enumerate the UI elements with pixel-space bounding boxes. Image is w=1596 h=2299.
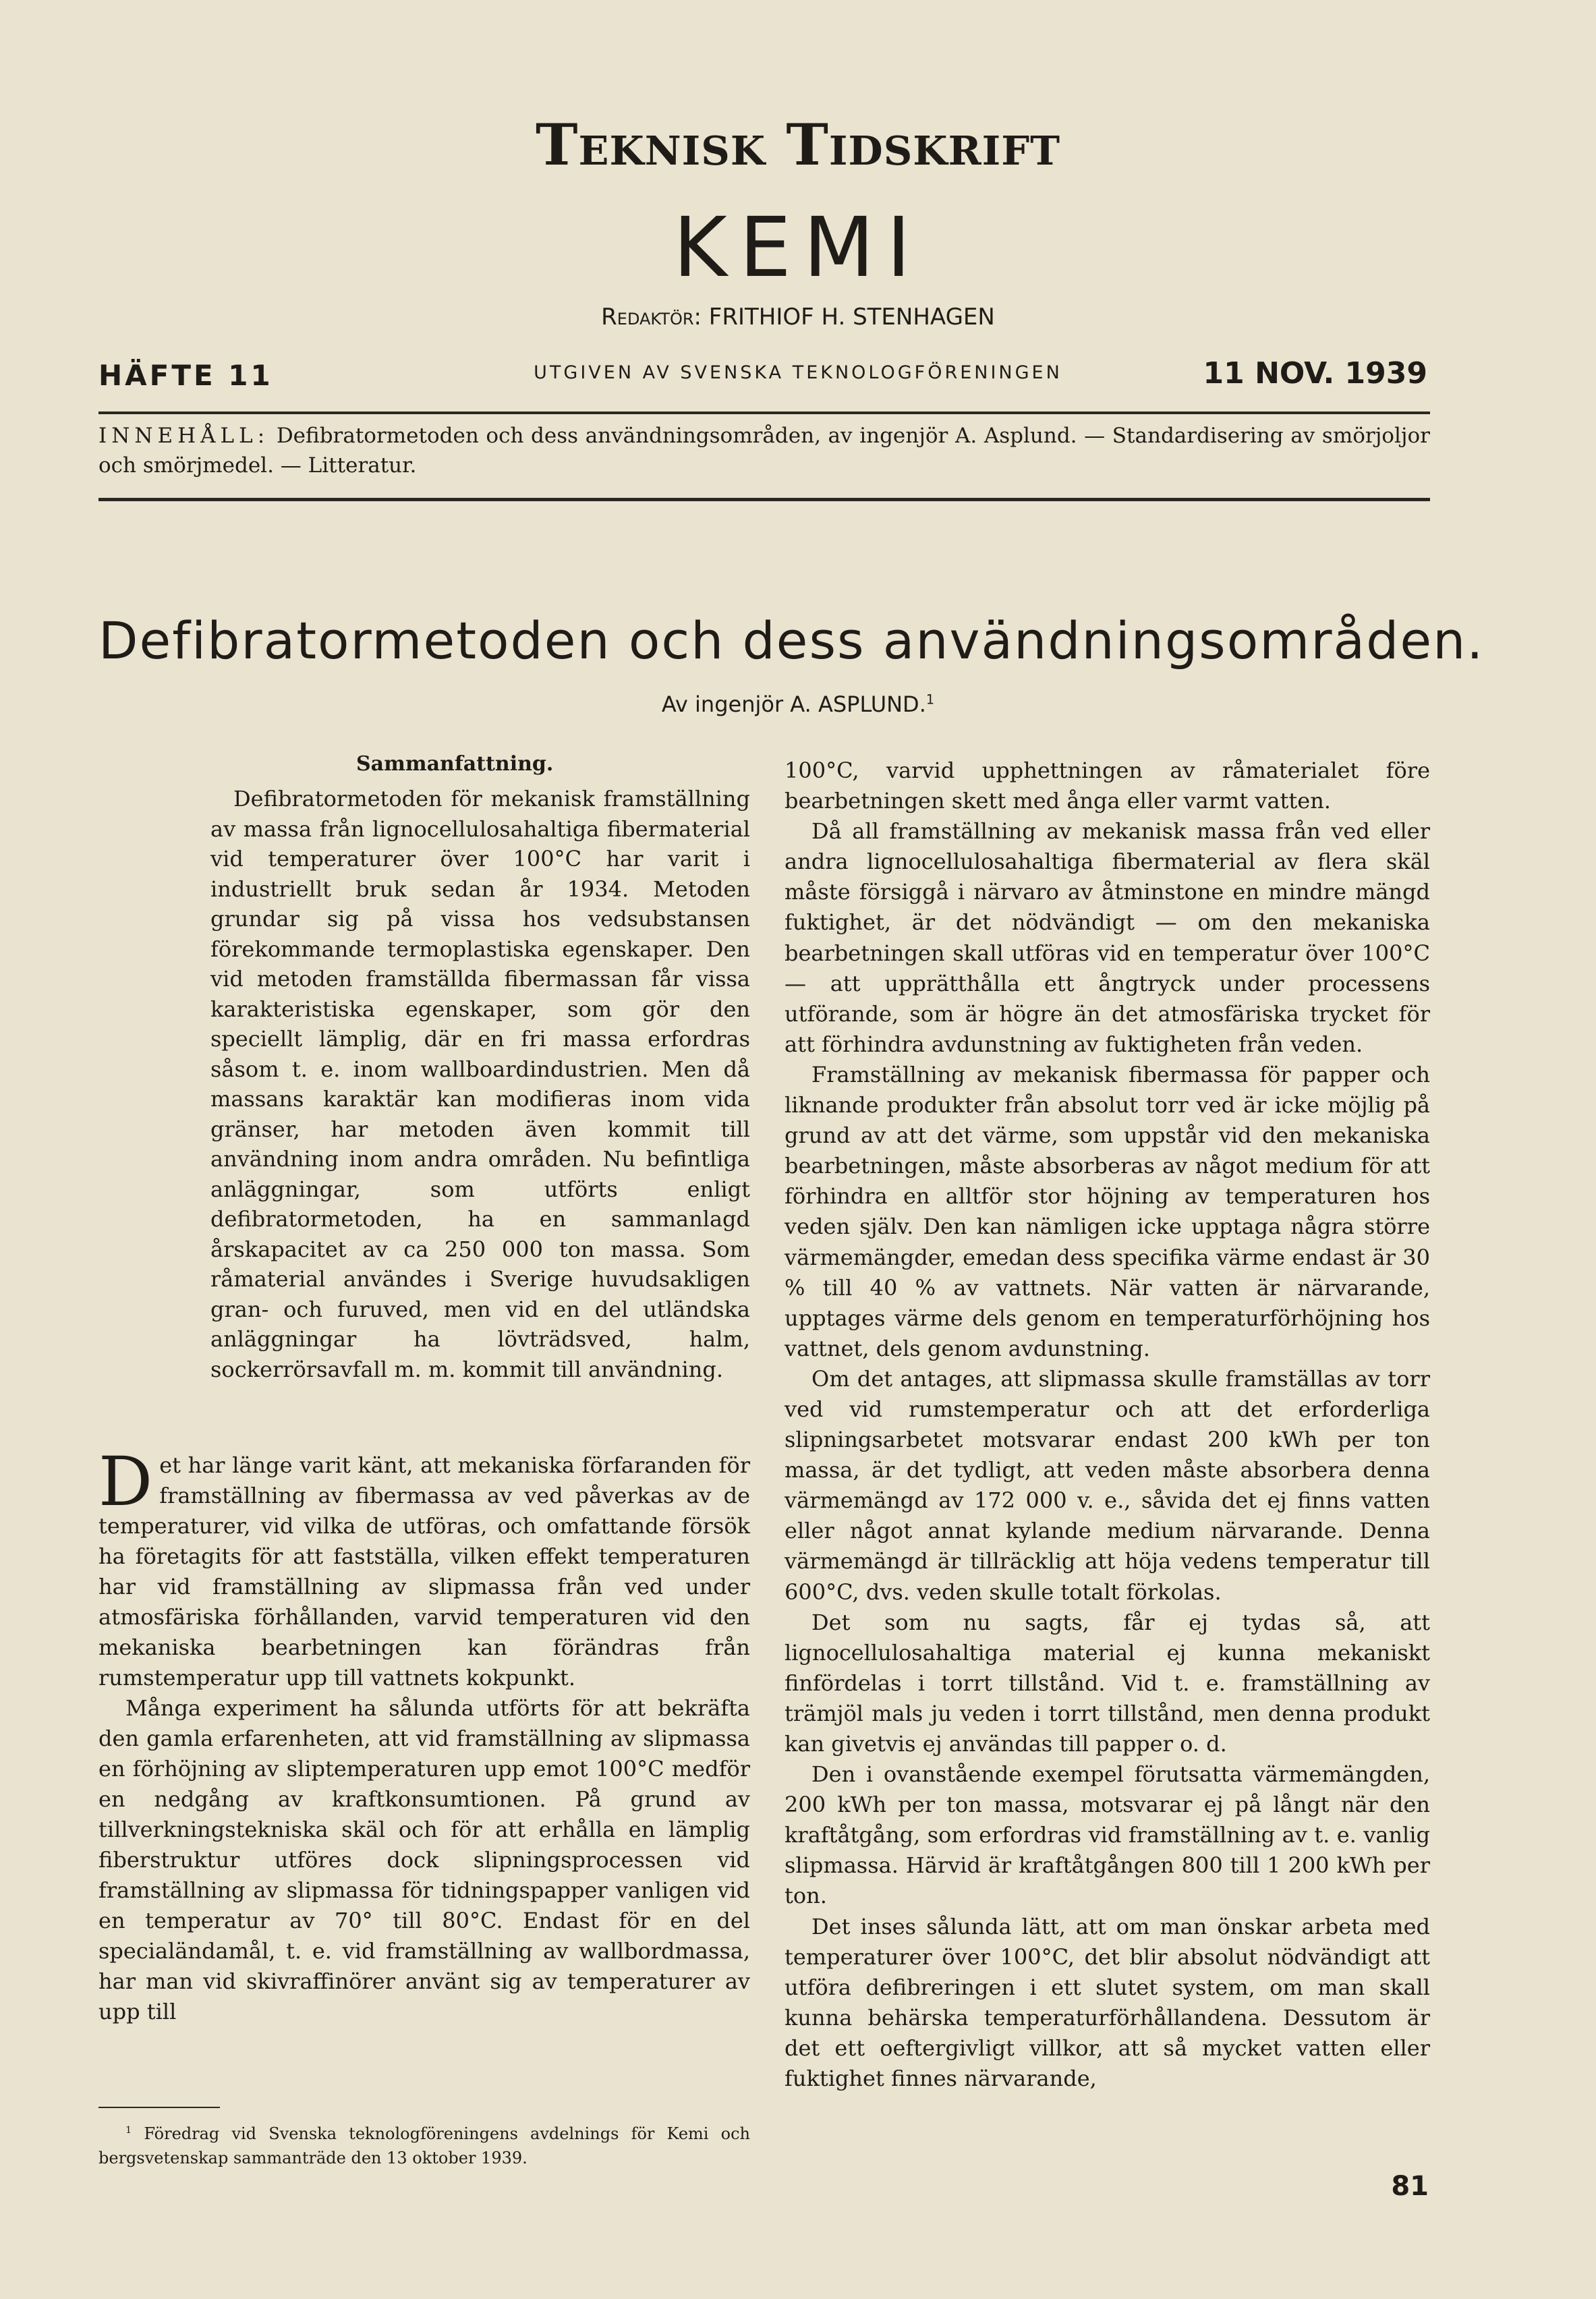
paragraph: 100°C, varvid upphettningen av råmaterialet före bearbetningen skett med ånga eller varmt vatten.	[785, 758, 1430, 814]
issue-number: HÄFTE 11	[98, 359, 273, 392]
article-title: Defibratormetoden och dess användningsområden.	[98, 611, 1485, 671]
paragraph: Den i ovanstående exempel förutsatta värmemängden, 200 kWh per ton massa, motsvarar ej på långt när den kraftåtgång, som erfordras vid framställning av t. e. vanlig slipmassa. Härvid är kraftåtgången 800 till 1 200 kWh per ton.	[785, 1761, 1430, 1909]
byline	[0, 691, 1596, 717]
contents-label: INNEHÅLL:	[98, 424, 270, 448]
top-divider	[98, 411, 1430, 414]
footnote-text: Föredrag vid Svenska teknologföreningens avdelnings för Kemi och bergsvetenskap sammanträde den 13 oktober 1939.	[98, 2124, 750, 2167]
journal-title: Teknisk Tidskrift	[536, 111, 1060, 178]
editor-line	[0, 304, 1596, 331]
footnote-divider	[98, 2107, 220, 2108]
page-number: 81	[1391, 2171, 1429, 2202]
byline-footnote-mark: 1	[925, 691, 935, 708]
table-of-contents	[98, 421, 1430, 480]
paragraph: Många experiment ha sålunda utförts för att bekräfta den gamla erfarenheten, att vid framställning av slipmassa en förhöjning av sliptemperaturen upp emot 100°C medför en nedgång av kraftkonsumtionen. På grund av tillverkningstekniska skäl och för att erhålla en lämplig fiberstruktur utföres dock slipningsprocessen vid framställning av slipmassa för tidningspapper vanligen vid en temperatur av 70° till 80°C. Endast för en del specialändamål, t. e. vid framställning av wallbordmassa, har man vid skivraffinörer använt sig av temperaturer av upp till	[98, 1695, 750, 2024]
publisher: UTGIVEN AV SVENSKA TEKNOLOGFÖRENINGEN	[534, 362, 1062, 383]
footnote-mark: 1	[125, 2125, 132, 2136]
editor-name: FRITHIOF H. STENHAGEN	[708, 304, 995, 331]
paragraph-text: et har länge varit känt, att mekaniska förfaranden för framställning av fibermassa av ved påverkas av de temperaturer, vid vilka de utföras, och omfattande försök ha företagits för att fastställa, vilken effekt temperaturen har vid framställning av slipmassa från ved under atmosfäriska förhållanden, varvid temperaturen vid den mekaniska bearbetningen kan förändras från rumstemperatur upp till vattnets kokpunkt.	[98, 1452, 750, 1691]
paragraph	[98, 1442, 750, 1693]
paragraph: Det som nu sagts, får ej tydas så, att lignocellulosahaltiga material ej kunna mekaniskt finfördelas i torrt tillstånd. Vid t. e. framställning av trämjöl mals ju veden i torrt tillstånd, men denna produkt kan givetvis ej användas till papper o. d.	[785, 1609, 1430, 1757]
contents-divider	[98, 498, 1430, 501]
issue-date: 11 NOV. 1939	[1203, 356, 1427, 391]
drop-cap: D	[98, 1442, 153, 1521]
left-column	[98, 1442, 750, 2027]
byline-text: Av ingenjör A. ASPLUND.	[661, 691, 926, 717]
right-column	[785, 756, 1430, 2094]
paragraph: Om det antages, att slipmassa skulle framställas av torr ved vid rumstemperatur och att det erforderliga slipningsarbetet motsvarar endast 200 kWh per ton massa, är det tydligt, att veden måste absorbera denna värmemängd av 172 000 v. e., såvida det ej finns vatten eller något annat kylande medium närvarande. Denna värmemängd är tillräcklig att höja vedens temperatur till 600°C, dvs. veden skulle totalt förkolas.	[785, 1365, 1430, 1605]
footnote	[98, 2118, 750, 2170]
summary-heading: Sammanfattning.	[356, 752, 554, 776]
section-title: KEMI	[673, 200, 923, 295]
editor-label: Redaktör:	[601, 304, 702, 331]
paragraph: Det inses sålunda lätt, att om man önskar arbeta med temperaturer över 100°C, det blir absolut nödvändigt att utföra defibreringen i ett slutet system, om man skall kunna behärska temperaturförhållandena. Dessutom är det ett oeftergivligt villkor, att så mycket vatten eller fuktighet finnes närvarande,	[785, 1913, 1430, 2092]
paragraph: Framställning av mekanisk fibermassa för papper och liknande produkter från absolut torr ved är icke möjlig på grund av att det värme, som uppstår vid den mekaniska bearbetningen, måste absorberas av något medium för att förhindra en alltför stor höjning av temperaturen hos veden själv. Den kan nämligen icke upptaga några större värmemängder, emedan dess specifika värme endast är 30 % till 40 % av vattnets. När vatten är närvarande, upptages värme dels genom en temperaturförhöjning hos vattnet, dels genom avdunstning.	[785, 1061, 1430, 1361]
contents-text: Defibratormetoden och dess användningsområden, av ingenjör A. Asplund. — Standardisering av smörjoljor och smörjmedel. — Litteratur.	[98, 424, 1430, 478]
paragraph: Då all framställning av mekanisk massa från ved eller andra lignocellulosahaltiga fibermaterial av flera skäl måste försiggå i närvaro av åtminstone en mindre mängd fuktighet, är det nödvändigt — om den mekaniska bearbetningen skall utföras vid en temperatur över 100°C — att upprätthålla ett ångtryck under processens utförande, som är högre än det atmosfäriska trycket för att förhindra avdunstning av fuktigheten från veden.	[785, 818, 1430, 1057]
summary-text: Defibratormetoden för mekanisk framställning av massa från lignocellulosahaltiga fibermaterial vid temperaturer över 100°C har varit i industriellt bruk sedan år 1934. Metoden grundar sig på vissa hos vedsubstansen förekommande termoplastiska egenskaper. Den vid metoden framställda fibermassan får vissa karakteristiska egenskaper, som gör den speciellt lämplig, där en fri massa erfordras såsom t. e. inom wallboardindustrien. Men då massans karaktär kan modifieras inom vida gränser, har metoden även kommit till användning inom andra områden. Nu befintliga anläggningar, som utförts enligt defibratormetoden, ha en sammanlagd årskapacitet av ca 250 000 ton massa. Som råmaterial användes i Sverige huvudsakligen gran- och furuved, men vid en del utländska anläggningar ha lövträdsved, halm, sockerrörsavfall m. m. kommit till användning.	[210, 786, 750, 1382]
